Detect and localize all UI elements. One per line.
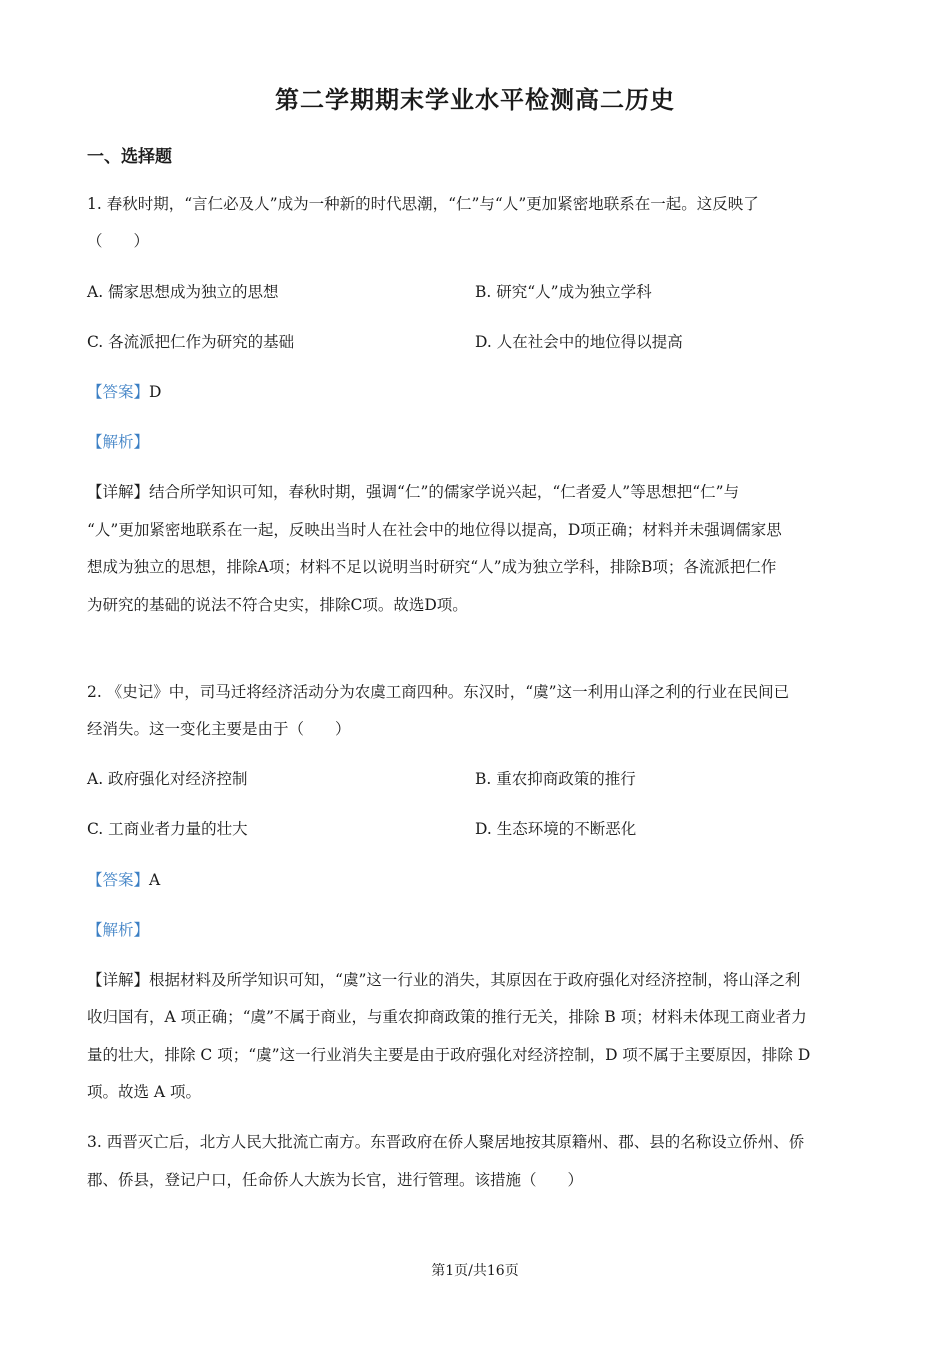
q2-detail-line-2: 收归国有，A 项正确；“虞”不属于商业，与重农抑商政策的推行无关，排除 B 项；材料未体现工商业者力 (87, 1008, 807, 1026)
q1-analysis-row (87, 430, 867, 454)
q1-answer-row (87, 380, 867, 404)
q1-stem-line-2: （ ） (87, 232, 150, 250)
q2-option-a: A. 政府强化对经济控制 (87, 770, 248, 788)
page-footer: 第1页/共16页 (431, 1263, 519, 1279)
q2-stem-line-2: 经消失。这一变化主要是由于（ ） (87, 720, 351, 738)
detail-tag: 【详解】 (87, 971, 150, 989)
q2-stem-line-1: 2. 《史记》中，司马迁将经济活动分为农虞工商四种。东汉时，“虞”这一利用山泽之利的行业在民间已 (87, 683, 790, 701)
q1-detail-line-3: 想成为独立的思想，排除A项；材料不足以说明当时研究“人”成为独立学科，排除B项；各流派把仁作 (87, 558, 777, 576)
q1-option-a: A. 儒家思想成为独立的思想 (87, 283, 279, 301)
q1-detail-line-4: 为研究的基础的说法不符合史实，排除C项。故选D项。 (87, 596, 468, 614)
q1-detail-line-2: “人”更加紧密地联系在一起，反映出当时人在社会中的地位得以提高，D项正确；材料并未强调儒家思 (87, 521, 782, 539)
q2-detail-line-3: 量的壮大，排除 C 项；“虞”这一行业消失主要是由于政府强化对经济控制，D 项不属于主要原因，排除 D (87, 1046, 811, 1064)
q1-option-b: B. 研究“人”成为独立学科 (475, 283, 652, 301)
q3-stem-line-2: 郡、侨县，登记户口，任命侨人大族为长官，进行管理。该措施（ ） (87, 1171, 584, 1189)
answer-tag: 【答案】 (87, 871, 150, 889)
q1-option-c: C. 各流派把仁作为研究的基础 (87, 333, 295, 351)
q3-stem-line-1: 3. 西晋灭亡后，北方人民大批流亡南方。东晋政府在侨人聚居地按其原籍州、郡、县的名称设立侨州、侨 (87, 1133, 805, 1151)
q1-answer: D (149, 383, 162, 401)
q2-detail-line-1 (87, 968, 867, 992)
page-title: 第二学期期末学业水平检测高二历史 (275, 86, 675, 114)
analysis-tag: 【解析】 (87, 433, 150, 451)
analysis-tag: 【解析】 (87, 921, 150, 939)
detail-tag: 【详解】 (87, 483, 150, 501)
answer-tag: 【答案】 (87, 383, 150, 401)
q2-option-c: C. 工商业者力量的壮大 (87, 820, 248, 838)
q1-detail-text-1: 结合所学知识可知，春秋时期，强调“仁”的儒家学说兴起，“仁者爱人”等思想把“仁”与 (149, 483, 740, 501)
q1-stem-line-1: 1. 春秋时期，“言仁必及人”成为一种新的时代思潮，“仁”与“人”更加紧密地联系在一起。这反映了 (87, 195, 759, 213)
q2-detail-text-1: 根据材料及所学知识可知，“虞”这一行业的消失，其原因在于政府强化对经济控制，将山泽之利 (149, 971, 801, 989)
section-heading: 一、选择题 (87, 147, 172, 167)
q1-option-d: D. 人在社会中的地位得以提高 (475, 333, 683, 351)
q2-analysis-row (87, 918, 867, 942)
q1-detail-line-1 (87, 480, 867, 504)
q2-option-d: D. 生态环境的不断恶化 (475, 820, 637, 838)
q2-option-b: B. 重农抑商政策的推行 (475, 770, 636, 788)
q2-answer: A (149, 871, 161, 889)
q2-answer-row (87, 868, 867, 892)
q2-detail-line-4: 项。故选 A 项。 (87, 1083, 202, 1101)
